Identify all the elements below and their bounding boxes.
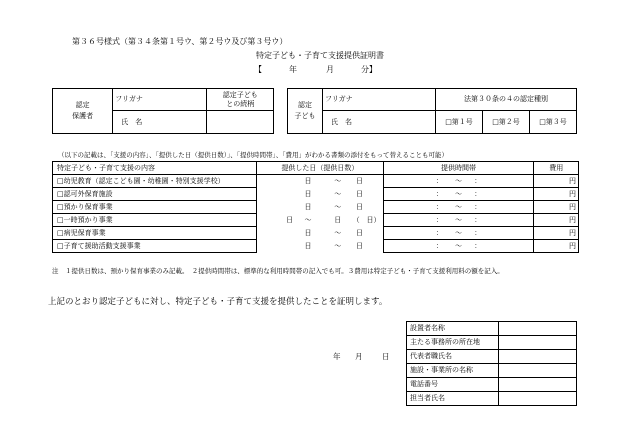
day-tilde: 〜	[304, 215, 312, 224]
provider-value[interactable]	[499, 378, 577, 392]
service-label: □幼児教育（認定こども園・幼稚園・特別支援学校）	[53, 175, 257, 188]
table-row	[53, 240, 579, 253]
provider-row	[407, 378, 577, 392]
day-end: 日	[334, 215, 342, 224]
provider-row	[407, 392, 577, 406]
provider-label: 担当者氏名	[407, 392, 499, 406]
day-tilde: 〜	[334, 228, 342, 237]
day-start: 日	[304, 228, 312, 237]
paren-days: 日）	[367, 214, 384, 227]
cost-cell: 円	[534, 175, 579, 188]
child-table	[287, 88, 577, 134]
service-label: □認可外保育施設	[53, 188, 257, 201]
service-label: □子育て援助活動支援事業	[53, 240, 257, 253]
cert-option-3[interactable]: □第３号	[530, 111, 577, 134]
hours-cell: ： 〜 ：	[383, 175, 534, 188]
cost-cell: 円	[534, 240, 579, 253]
day-start: 日	[257, 214, 293, 227]
note-top: （以下の記載は、「支援の内容」、「提供した日（提供日数）」、「提供時間帯」、「費用」がわかる書類の添付をもって替えることも可能）	[58, 151, 448, 159]
day-end: 日	[356, 189, 364, 198]
services-table	[52, 161, 579, 253]
provider-label: 主たる事務所の所在地	[407, 336, 499, 350]
table-row	[53, 188, 579, 201]
child-name: 氏 名	[323, 111, 436, 134]
guardian-label-1: 認定	[75, 100, 90, 109]
day-end: 日	[356, 241, 364, 250]
service-label: □病児保育事業	[53, 227, 257, 240]
cert-type-header: 法第３０条の４の認定種別	[436, 89, 577, 111]
hours-cell: ： 〜 ：	[383, 201, 534, 214]
certification-text: 上記のとおり認定子どもに対し、特定子ども・子育て支援を提供したことを証明します。	[48, 297, 388, 307]
header-hours: 提供時間帯	[383, 162, 534, 175]
day-tilde: 〜	[334, 202, 342, 211]
provider-row	[407, 336, 577, 350]
day-tilde: 〜	[334, 241, 342, 250]
day-start: 日	[304, 189, 312, 198]
provider-row	[407, 364, 577, 378]
day-start: 日	[304, 202, 312, 211]
hours-cell: ： 〜 ：	[383, 227, 534, 240]
provider-label: 電話番号	[407, 378, 499, 392]
service-label: □預かり保育事業	[53, 201, 257, 214]
provider-value[interactable]	[499, 392, 577, 406]
guardian-table	[52, 88, 274, 134]
provider-value[interactable]	[499, 364, 577, 378]
header-content: 特定子ども・子育て支援の内容	[53, 162, 257, 175]
service-label: □一時預かり事業	[53, 214, 257, 227]
provider-row	[407, 322, 577, 336]
page-title: 特定子ども・子育て支援提供証明書	[256, 51, 384, 60]
child-label-1: 認定	[298, 100, 312, 109]
relation-label-1: 認定子ども	[222, 91, 258, 100]
hours-cell: ： 〜 ：	[383, 188, 534, 201]
cost-cell: 円	[534, 214, 579, 227]
table-row	[53, 201, 579, 214]
guardian-label-2: 保護者	[72, 112, 94, 120]
relation-label-2: との続柄	[226, 99, 255, 108]
guardian-furigana: フリガナ	[113, 89, 207, 111]
form-number: 第３６号様式（第３４条第１号ウ、第２号ウ及び第３号ウ）	[72, 37, 288, 46]
provider-value[interactable]	[499, 336, 577, 350]
day-tilde: 〜	[334, 176, 342, 185]
guardian-name: 氏 名	[113, 111, 207, 134]
header-days: 提供した日（提供日数）	[257, 162, 383, 175]
provider-label: 代表者職氏名	[407, 350, 499, 364]
hours-cell: ： 〜 ：	[383, 240, 534, 253]
day-end: 日	[356, 202, 364, 211]
cert-option-1[interactable]: □第１号	[436, 111, 483, 134]
header-cost: 費用	[534, 162, 579, 175]
day-end: 日	[356, 176, 364, 185]
cost-cell: 円	[534, 188, 579, 201]
day-start: 日	[304, 176, 312, 185]
day-start: 日	[304, 241, 312, 250]
table-row	[53, 214, 579, 227]
provider-label: 設置者名称	[407, 322, 499, 336]
provider-label: 施設・事業所の名称	[407, 364, 499, 378]
day-end: 日	[356, 228, 364, 237]
cost-cell: 円	[534, 227, 579, 240]
hours-cell: ： 〜 ：	[383, 214, 534, 227]
provider-row	[407, 350, 577, 364]
child-furigana: フリガナ	[323, 89, 436, 111]
cost-cell: 円	[534, 201, 579, 214]
day-tilde: 〜	[334, 189, 342, 198]
cert-option-2[interactable]: □第２号	[483, 111, 530, 134]
provider-value[interactable]	[499, 322, 577, 336]
table-row	[53, 227, 579, 240]
paren-open: （	[352, 215, 360, 224]
provider-table	[406, 321, 577, 406]
provider-value[interactable]	[499, 350, 577, 364]
child-label-2: 子ども	[294, 112, 316, 120]
footnote: 注 １提供日数は、預かり保育事業のみ記載。 ２提供時間帯は、標準的な利用時間帯の記入でも可。３費用は特定子ども・子育て支援利用料の額を記入。	[52, 267, 504, 275]
relation-value	[207, 111, 274, 134]
table-row	[53, 175, 579, 188]
